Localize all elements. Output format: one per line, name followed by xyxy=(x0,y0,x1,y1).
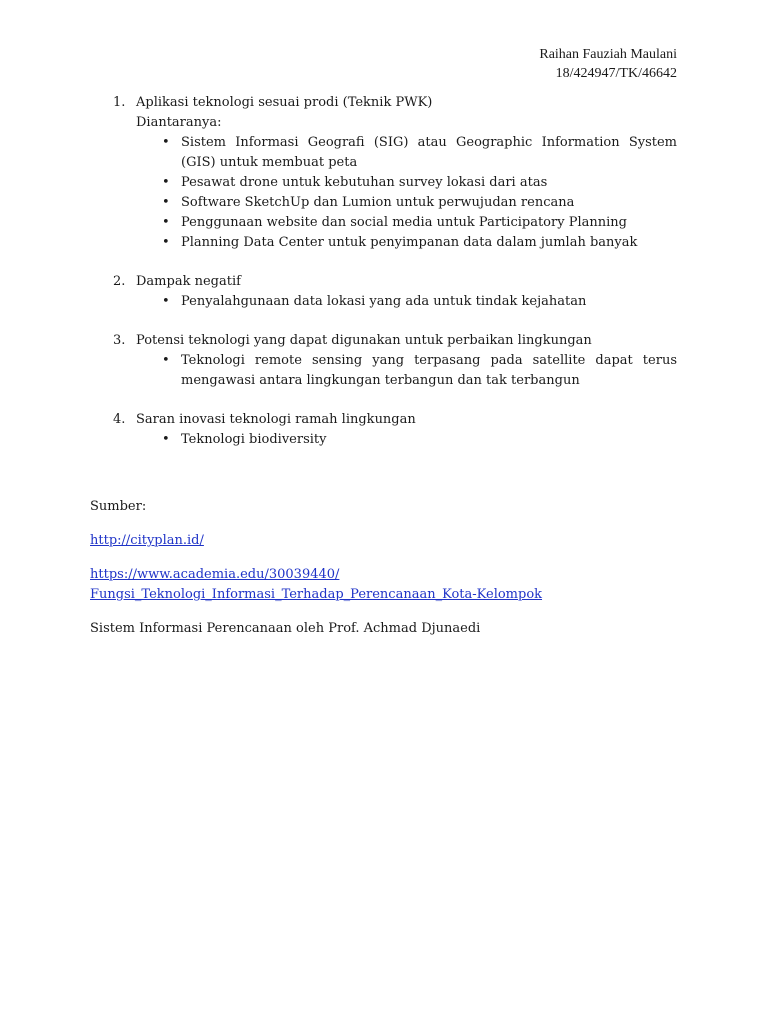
author-student-id: 18/424947/TK/46642 xyxy=(555,66,677,81)
bullet-list xyxy=(136,430,677,450)
bullet-item: • Sistem Informasi Geografi (SIG) atau Geographic Information System (GIS) untuk membuat peta xyxy=(136,133,677,173)
item-number: 3. xyxy=(113,333,126,348)
bullet-item: • Teknologi biodiversity xyxy=(136,430,677,450)
sources-label: Sumber: xyxy=(90,499,147,514)
answer-item-2 xyxy=(90,272,677,312)
item-number: 4. xyxy=(113,412,126,427)
item-sublabel: Diantaranya: xyxy=(136,115,222,130)
answer-item-1 xyxy=(90,93,677,253)
bullet-list xyxy=(136,133,677,253)
bullet-item: • Teknologi remote sensing yang terpasang pada satellite dapat terus mengawasi antara lingkungan terbangun dan tak terbangun xyxy=(136,351,677,391)
item-title: Potensi teknologi yang dapat digunakan untuk perbaikan lingkungan xyxy=(136,333,592,348)
bullet-list xyxy=(136,351,677,391)
answer-list-container xyxy=(90,93,677,469)
sources-section xyxy=(90,497,690,639)
item-title: Aplikasi teknologi sesuai prodi (Teknik PWK) xyxy=(136,95,433,110)
bullet-item: • Planning Data Center untuk penyimpanan data dalam jumlah banyak xyxy=(136,233,677,253)
academia-title-link[interactable]: Fungsi_Teknologi_Informasi_Terhadap_Perencanaan_Kota-Kelompok xyxy=(90,587,543,602)
item-number: 2. xyxy=(113,274,126,289)
cityplan-link[interactable]: http://cityplan.id/ xyxy=(90,533,204,548)
bullet-list xyxy=(136,292,677,312)
answer-list xyxy=(90,93,677,450)
author-name: Raihan Fauziah Maulani xyxy=(539,47,677,62)
bullet-item: • Penggunaan website dan social media untuk Participatory Planning xyxy=(136,213,677,233)
author-header xyxy=(539,45,677,83)
item-title: Dampak negatif xyxy=(136,274,241,289)
item-title: Saran inovasi teknologi ramah lingkungan xyxy=(136,412,416,427)
item-number: 1. xyxy=(113,95,126,110)
book-reference: Sistem Informasi Perencanaan oleh Prof. Achmad Djunaedi xyxy=(90,621,481,636)
academia-link[interactable]: https://www.academia.edu/30039440/ xyxy=(90,567,340,582)
answer-item-4 xyxy=(90,410,677,450)
bullet-item: • Pesawat drone untuk kebutuhan survey lokasi dari atas xyxy=(136,173,677,193)
bullet-item: • Penyalahgunaan data lokasi yang ada untuk tindak kejahatan xyxy=(136,292,677,312)
bullet-item: • Software SketchUp dan Lumion untuk perwujudan rencana xyxy=(136,193,677,213)
answer-item-3 xyxy=(90,331,677,391)
